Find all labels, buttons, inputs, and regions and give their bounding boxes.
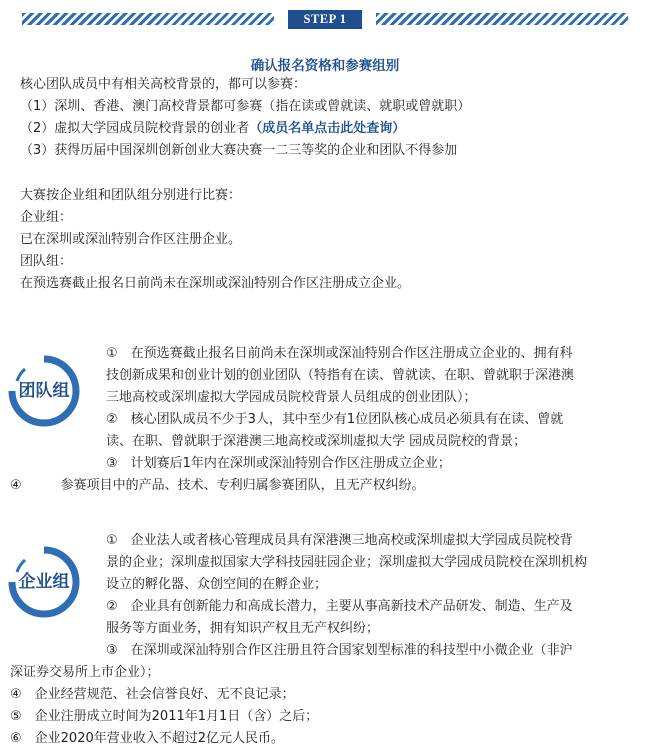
team-rule-line: 读、在职、曾就职于深港澳三地高校或深圳虚拟大学 园成员院校的背景； [106,434,527,449]
enterprise-rule-line: ④ 企业经营规范、社会信誉良好、无不良记录； [10,687,295,702]
member-list-link[interactable]: （成员名单点击此处查询） [249,121,406,136]
enterprise-rule-line: ③ 在深圳或深汕特别合作区注册且符合国家划型标准的科技型中小微企业（非沪 [106,643,573,658]
eligibility-item-1: （1）深圳、香港、澳门高校背景都可参赛（指在读或曾就读、就职或曾就职） [20,99,471,114]
decorative-stripes-left [22,13,274,25]
team-rule-line: ③ 计划赛后1年内在深圳或深汕特别合作区注册成立企业； [106,456,451,471]
decorative-stripes-right [376,13,628,25]
groups-intro: 大赛按企业组和团队组分别进行比赛： [20,188,242,203]
eligibility-intro: 核心团队成员中有相关高校背景的，都可以参赛： [20,77,307,92]
enterprise-rule-line: ② 企业具有创新能力和高成长潜力，主要从事高新技术产品研发、制造、生产及 [106,599,573,614]
step-badge: STEP 1 [288,10,362,29]
section-title: 确认报名资格和参赛组别 [250,58,400,74]
enterprise-rule-line: ⑤ 企业注册成立时间为2011年1月1日（含）之后； [10,709,319,724]
team-group-desc: 在预选赛截止报名日前尚未在深圳或深汕特别合作区注册成立企业。 [20,276,411,291]
eligibility-item-3: （3）获得历届中国深圳创新创业大赛决赛一二三等奖的企业和团队不得参加 [20,143,458,158]
team-rule-line: ② 核心团队成员不少于3人，其中至少有1位团队核心成员必须具有在读、曾就 [106,412,564,427]
team-rule-line: 三地高校或深圳虚拟大学园成员院校背景人员组成的创业团队）； [106,390,477,405]
team-rule-line: ① 在预选赛截止报名日前尚未在深圳或深汕特别合作区注册成立企业的、拥有科 [106,346,573,361]
enterprise-group-badge [8,546,80,618]
enterprise-rule-line: ① 企业法人或者核心管理成员具有深港澳三地高校或深圳虚拟大学园成员院校背 [106,533,573,548]
enterprise-group-heading: 企业组： [20,210,73,225]
eligibility-item-2-text: （2）虚拟大学园成员院校背景的创业者 [20,121,250,136]
team-group-badge-label: 团队组 [18,381,70,401]
eligibility-item-2 [20,120,405,138]
step-header [0,10,650,30]
team-group-badge [8,355,80,427]
enterprise-group-desc: 已在深圳或深汕特别合作区注册企业。 [20,232,242,247]
team-group-heading: 团队组： [20,254,73,269]
enterprise-rule-line: ⑥ 企业2020年营业收入不超过2亿元人民币。 [10,731,285,746]
team-rule-line: 技创新成果和创业计划的创业团队（特指有在读、曾就读、在职、曾就职于深港澳 [106,368,575,383]
enterprise-rule-line: 设立的孵化器、众创空间的在孵企业； [106,577,328,592]
enterprise-group-badge-label: 企业组 [18,572,70,592]
enterprise-rule-line: 深证券交易所上市企业）； [10,665,160,680]
team-rule-line: ④ 参赛项目中的产品、技术、专利归属参赛团队，且无产权纠纷。 [10,478,425,493]
enterprise-rule-line: 服务等方面业务，拥有知识产权且无产权纠纷； [106,621,380,636]
enterprise-rule-line: 景的企业；深圳虚拟国家大学科技园驻园企业；深圳虚拟大学园成员院校在深圳机构 [106,555,588,570]
